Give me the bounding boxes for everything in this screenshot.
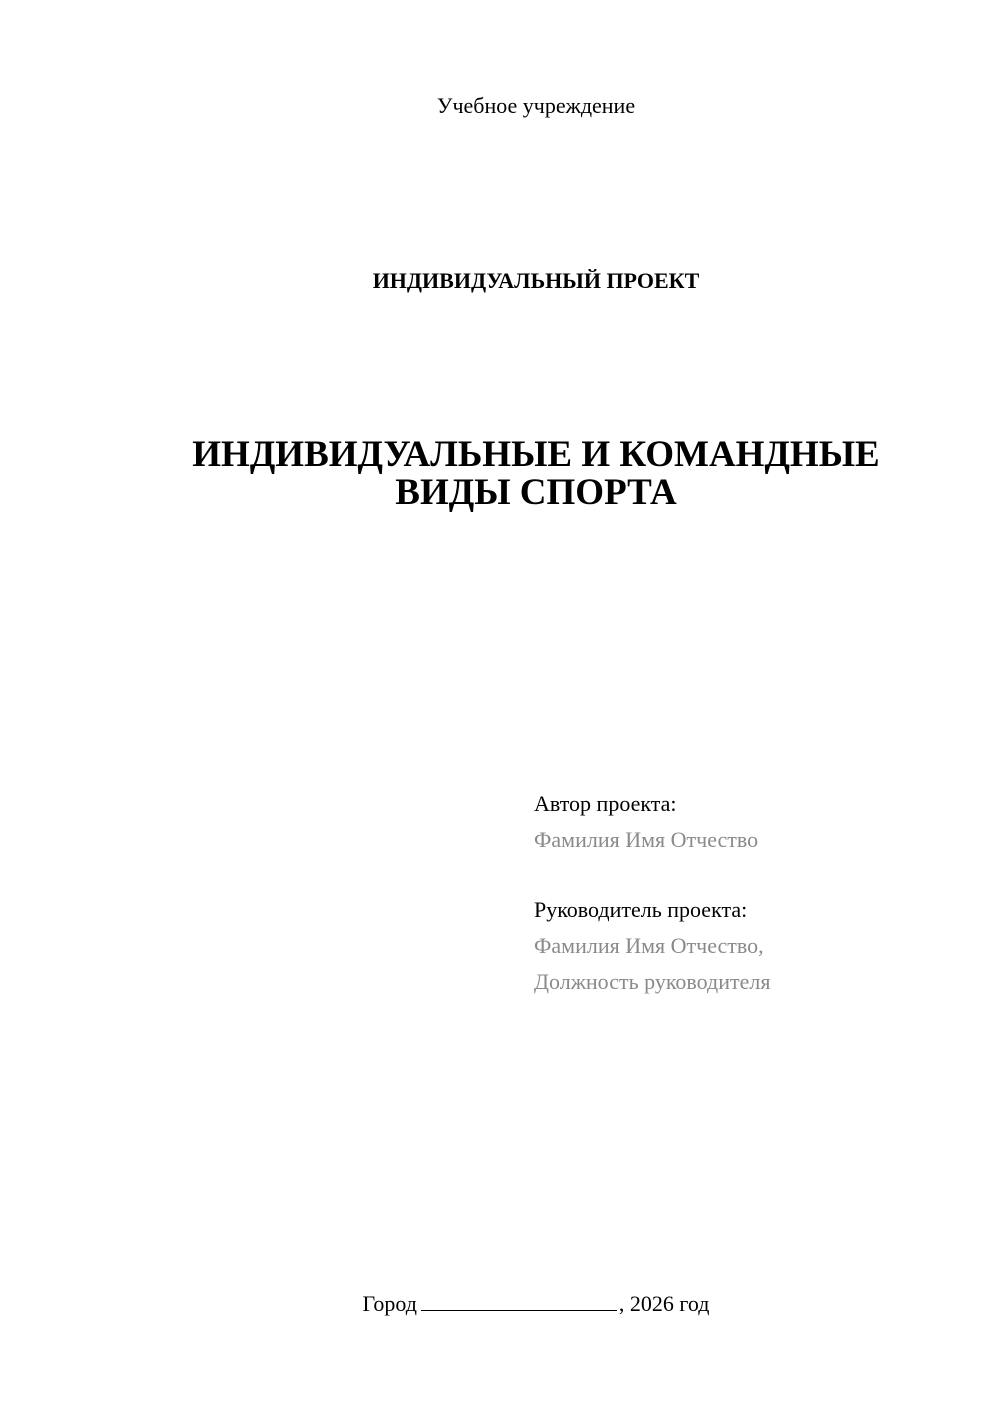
city-label: Город bbox=[362, 1291, 417, 1316]
institution-name: Учебное учреждение bbox=[436, 93, 636, 118]
city-year-line bbox=[0, 1290, 1000, 1318]
supervisor-position: Должность руководителя bbox=[534, 969, 771, 994]
project-title-line-2: ВИДЫ СПОРТА bbox=[395, 472, 677, 513]
year-text: , 2026 год bbox=[618, 1291, 710, 1316]
author-label: Автор проекта: bbox=[534, 791, 677, 816]
city-blank-line bbox=[421, 1290, 617, 1311]
project-title-line-1: ИНДИВИДУАЛЬНЫЕ И КОМАНДНЫЕ bbox=[192, 434, 880, 475]
supervisor-label: Руководитель проекта: bbox=[534, 897, 748, 922]
supervisor-name: Фамилия Имя Отчество, bbox=[534, 933, 764, 958]
author-name: Фамилия Имя Отчество bbox=[534, 827, 759, 852]
project-type-heading: ИНДИВИДУАЛЬНЫЙ ПРОЕКТ bbox=[372, 268, 700, 293]
project-title bbox=[0, 436, 1000, 512]
credits-spacer bbox=[534, 858, 974, 892]
credits-block bbox=[534, 786, 974, 1000]
